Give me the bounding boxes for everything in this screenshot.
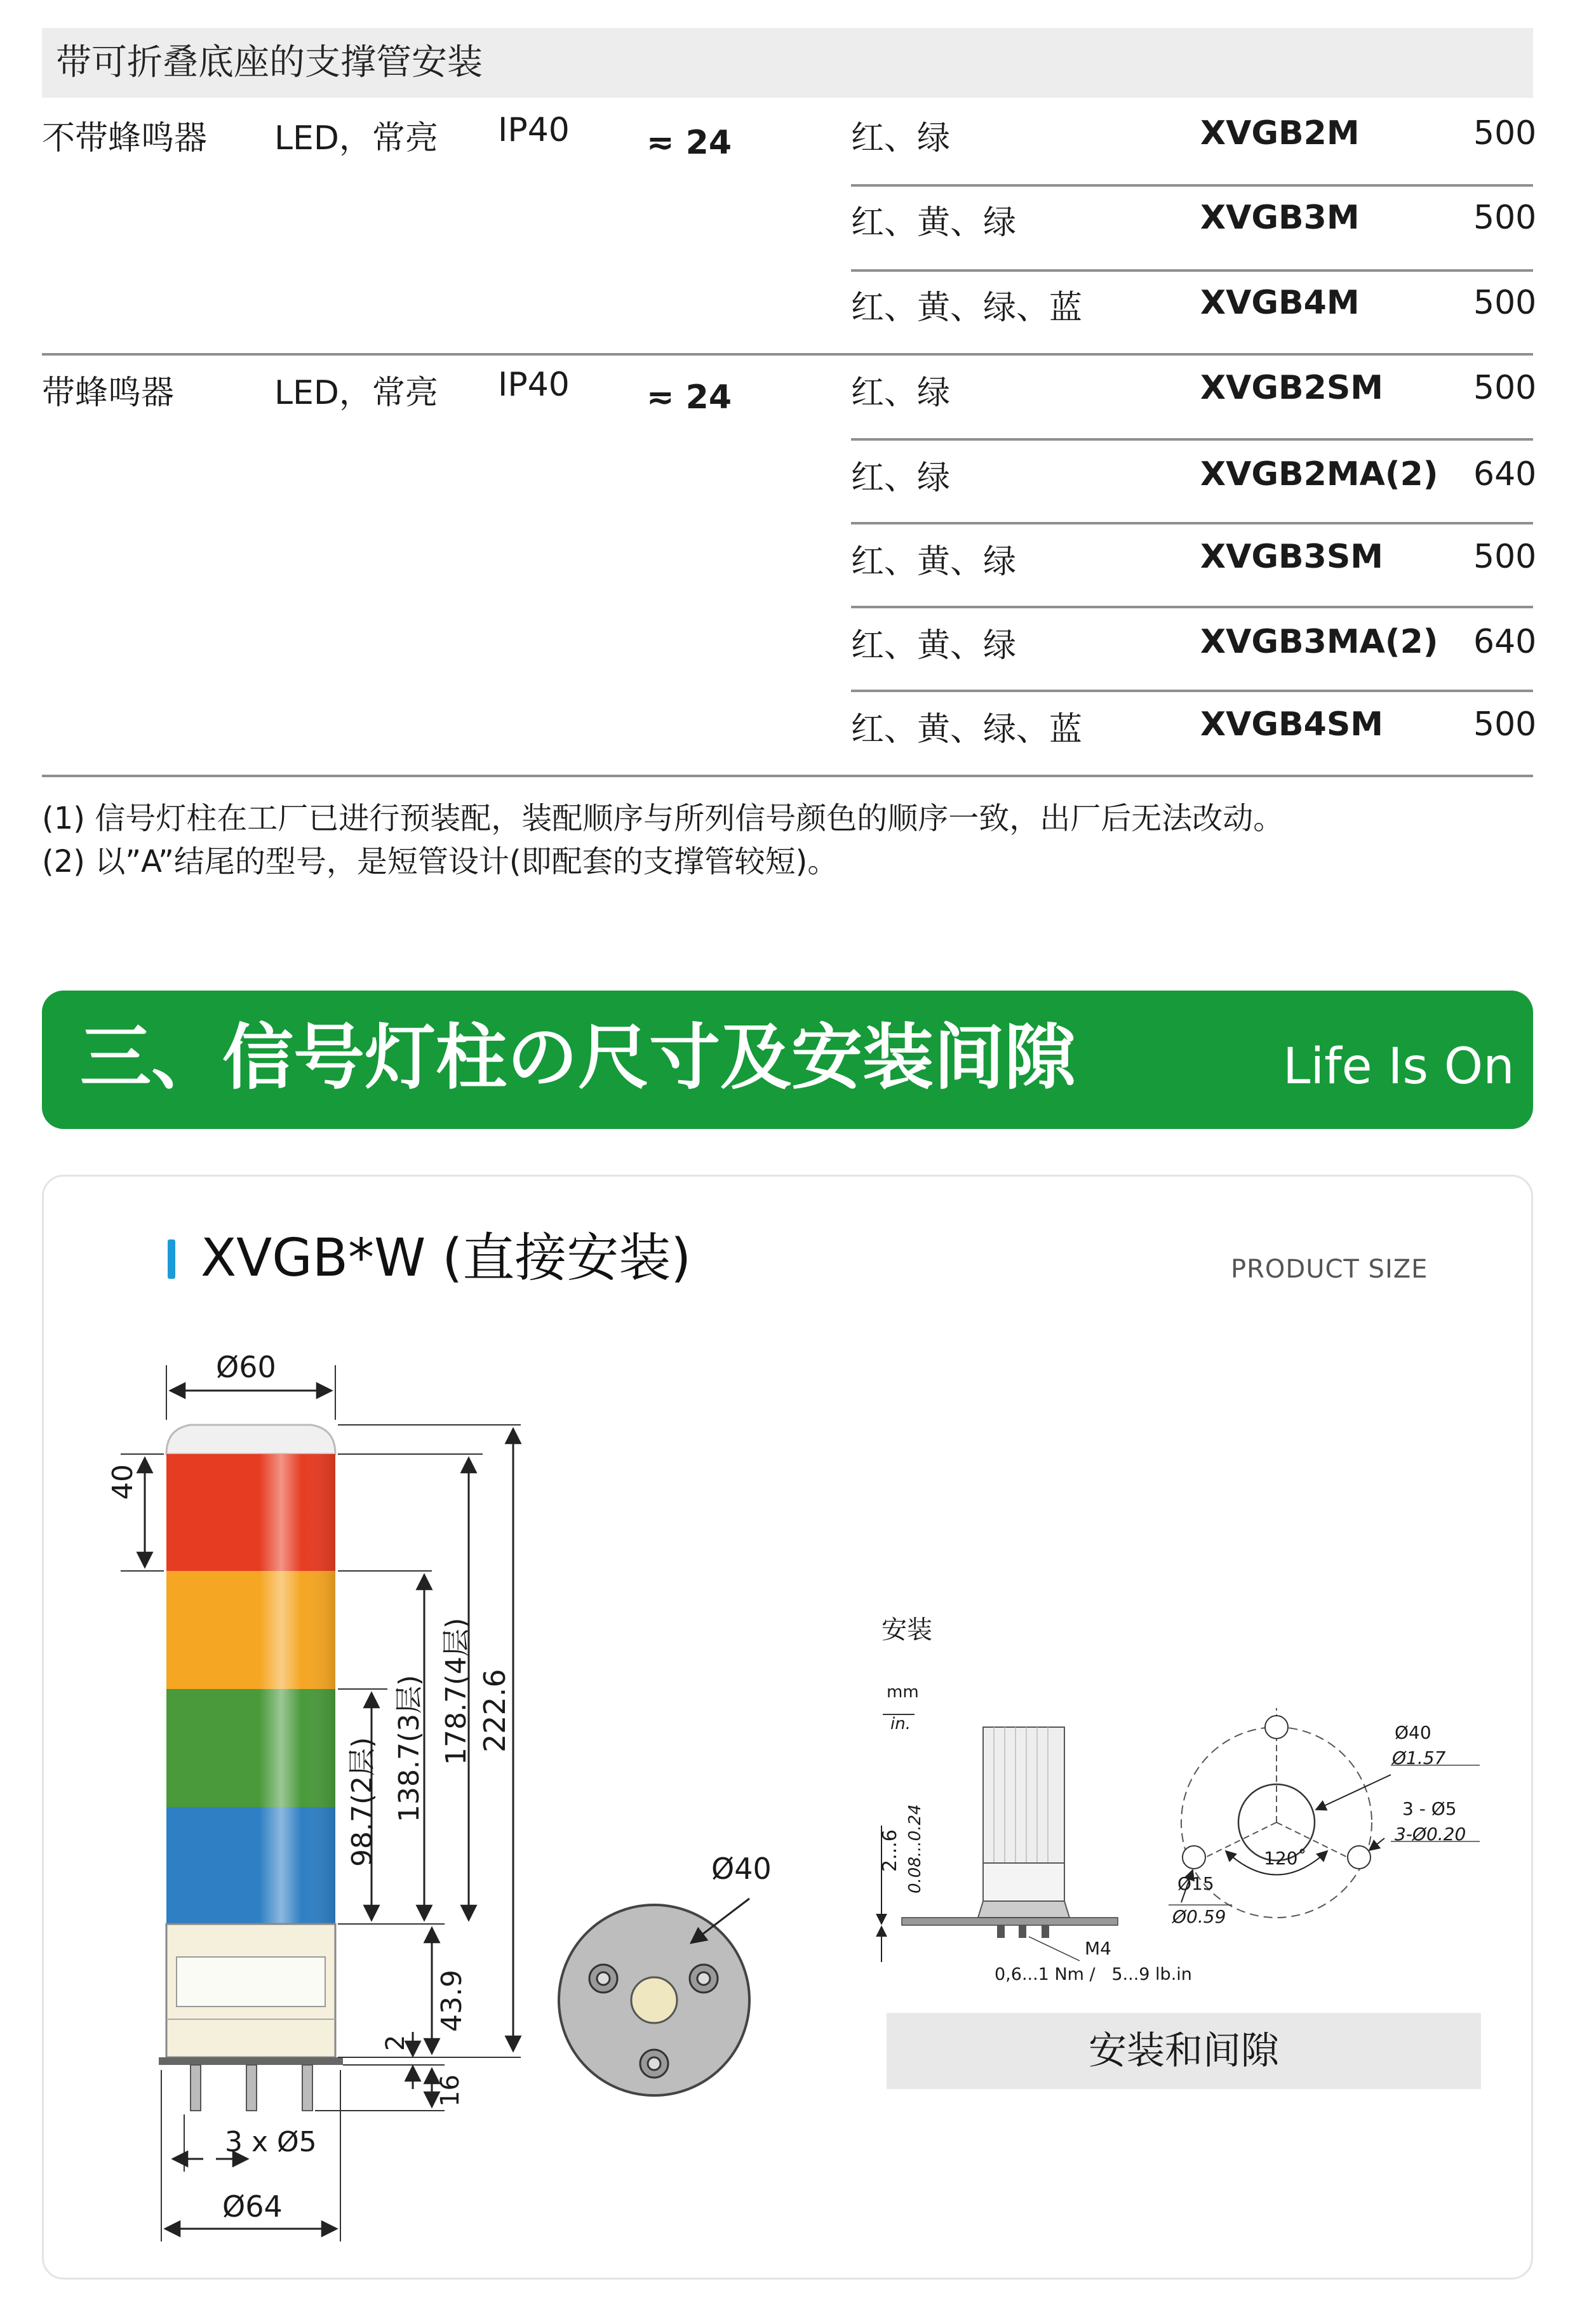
install-holes: 3 - Ø5 — [1402, 1798, 1457, 1819]
row-weight: 640 — [1473, 623, 1537, 661]
group-protection: IP40 — [498, 111, 570, 149]
dim-total-height: 222.6 — [478, 1669, 512, 1753]
dim-2-tier: 98.7(2层) — [346, 1737, 379, 1867]
group-light: LED，常亮 — [274, 374, 438, 412]
row-model: XVGB4SM — [1200, 705, 1384, 744]
row-model: XVGB4M — [1200, 284, 1360, 322]
dim-base-diameter: Ø64 — [222, 2189, 283, 2224]
row-weight: 500 — [1473, 538, 1537, 576]
install-thickness-in: 0.08...0.24 — [906, 1804, 925, 1893]
row-weight: 500 — [1473, 369, 1537, 407]
row-colors: 红、绿 — [851, 374, 951, 412]
card-title: XVGB*W (直接安装) — [201, 1228, 692, 1288]
row-colors: 红、绿 — [851, 459, 951, 497]
row-colors: 红、黄、绿、蓝 — [851, 289, 1083, 327]
install-d15-in: Ø0.59 — [1172, 1906, 1226, 1927]
install-holes-in: 3-Ø0.20 — [1395, 1824, 1466, 1845]
row-weight: 500 — [1473, 199, 1537, 237]
install-angle: 120˚ — [1264, 1848, 1307, 1869]
row-weight: 500 — [1473, 114, 1537, 152]
base-plate — [159, 2057, 343, 2065]
brand-tagline: Life Is On — [1283, 1038, 1515, 1095]
row-colors: 红、黄、绿 — [851, 627, 1017, 665]
group-voltage: ≂ 24 — [647, 124, 732, 162]
row-model: XVGB2MA(2) — [1200, 455, 1438, 493]
footnote-2: (2) 以”A”结尾的型号，是短管设计(即配套的支撑管较短)。 — [42, 844, 838, 879]
install-screw: M4 — [1085, 1938, 1111, 1959]
install-clearance-button[interactable]: 安装和间隙 — [887, 2013, 1481, 2089]
card-subtitle: PRODUCT SIZE — [1231, 1255, 1428, 1284]
install-d15: Ø15 — [1177, 1873, 1214, 1894]
row-model: XVGB2M — [1200, 114, 1360, 152]
tower-cap — [166, 1425, 335, 1454]
group-type: 不带蜂鸣器 — [42, 119, 208, 157]
install-d40-in: Ø1.57 — [1392, 1747, 1446, 1768]
dim-top-diameter: Ø60 — [216, 1350, 276, 1384]
row-colors: 红、黄、绿、蓝 — [851, 711, 1083, 749]
row-colors: 红、绿 — [851, 119, 951, 157]
mount-pin — [246, 2065, 257, 2111]
group-type: 带蜂鸣器 — [42, 374, 175, 412]
group-light: LED，常亮 — [274, 119, 438, 157]
base-label-plate — [177, 1957, 325, 2007]
row-weight: 500 — [1473, 284, 1537, 322]
install-d40: Ø40 — [1395, 1722, 1431, 1743]
tower-shine — [166, 1454, 335, 1924]
row-colors: 红、黄、绿 — [851, 543, 1017, 581]
dim-pins: 3 x Ø5 — [225, 2126, 317, 2158]
banner-title: 三、信号灯柱の尺寸及安装间隙 — [80, 1017, 1076, 1099]
dim-3-tier: 138.7(3层) — [393, 1674, 426, 1822]
group-voltage: ≂ 24 — [647, 378, 732, 417]
bottom-center-hub — [631, 1977, 677, 2023]
dim-gap: 2 — [381, 2034, 410, 2051]
install-title: 安装 — [881, 1615, 932, 1645]
row-colors: 红、黄、绿 — [851, 204, 1017, 242]
install-side-tower — [983, 1727, 1064, 1863]
install-torque: 0,6...1 Nm / 5...9 lb.in — [995, 1965, 1192, 1984]
row-model: XVGB2SM — [1200, 369, 1384, 407]
row-weight: 640 — [1473, 455, 1537, 493]
install-unit-mm: mm — [887, 1683, 919, 1702]
footnote-1: (1) 信号灯柱在工厂已进行预装配，装配顺序与所列信号颜色的顺序一致，出厂后无法改动。 — [42, 801, 1284, 836]
dim-4-tier: 178.7(4层) — [440, 1617, 473, 1765]
install-unit-in: in. — [890, 1714, 911, 1733]
mounting-surface — [902, 1918, 1118, 1925]
group-protection: IP40 — [498, 366, 570, 404]
row-weight: 500 — [1473, 705, 1537, 744]
table-section-title: 带可折叠底座的支撑管安装 — [42, 28, 1533, 98]
row-model: XVGB3SM — [1200, 538, 1384, 576]
dim-module-height: 40 — [107, 1464, 139, 1500]
row-model: XVGB3MA(2) — [1200, 623, 1438, 661]
dim-base-height: 43.9 — [436, 1970, 468, 2032]
dim-bottom-circle: Ø40 — [711, 1852, 772, 1886]
row-model: XVGB3M — [1200, 199, 1360, 237]
install-thickness-mm: 2...6 — [879, 1829, 901, 1872]
mount-pin — [191, 2065, 201, 2111]
mount-pin — [302, 2065, 312, 2111]
dim-pin-length: 16 — [436, 2074, 465, 2107]
